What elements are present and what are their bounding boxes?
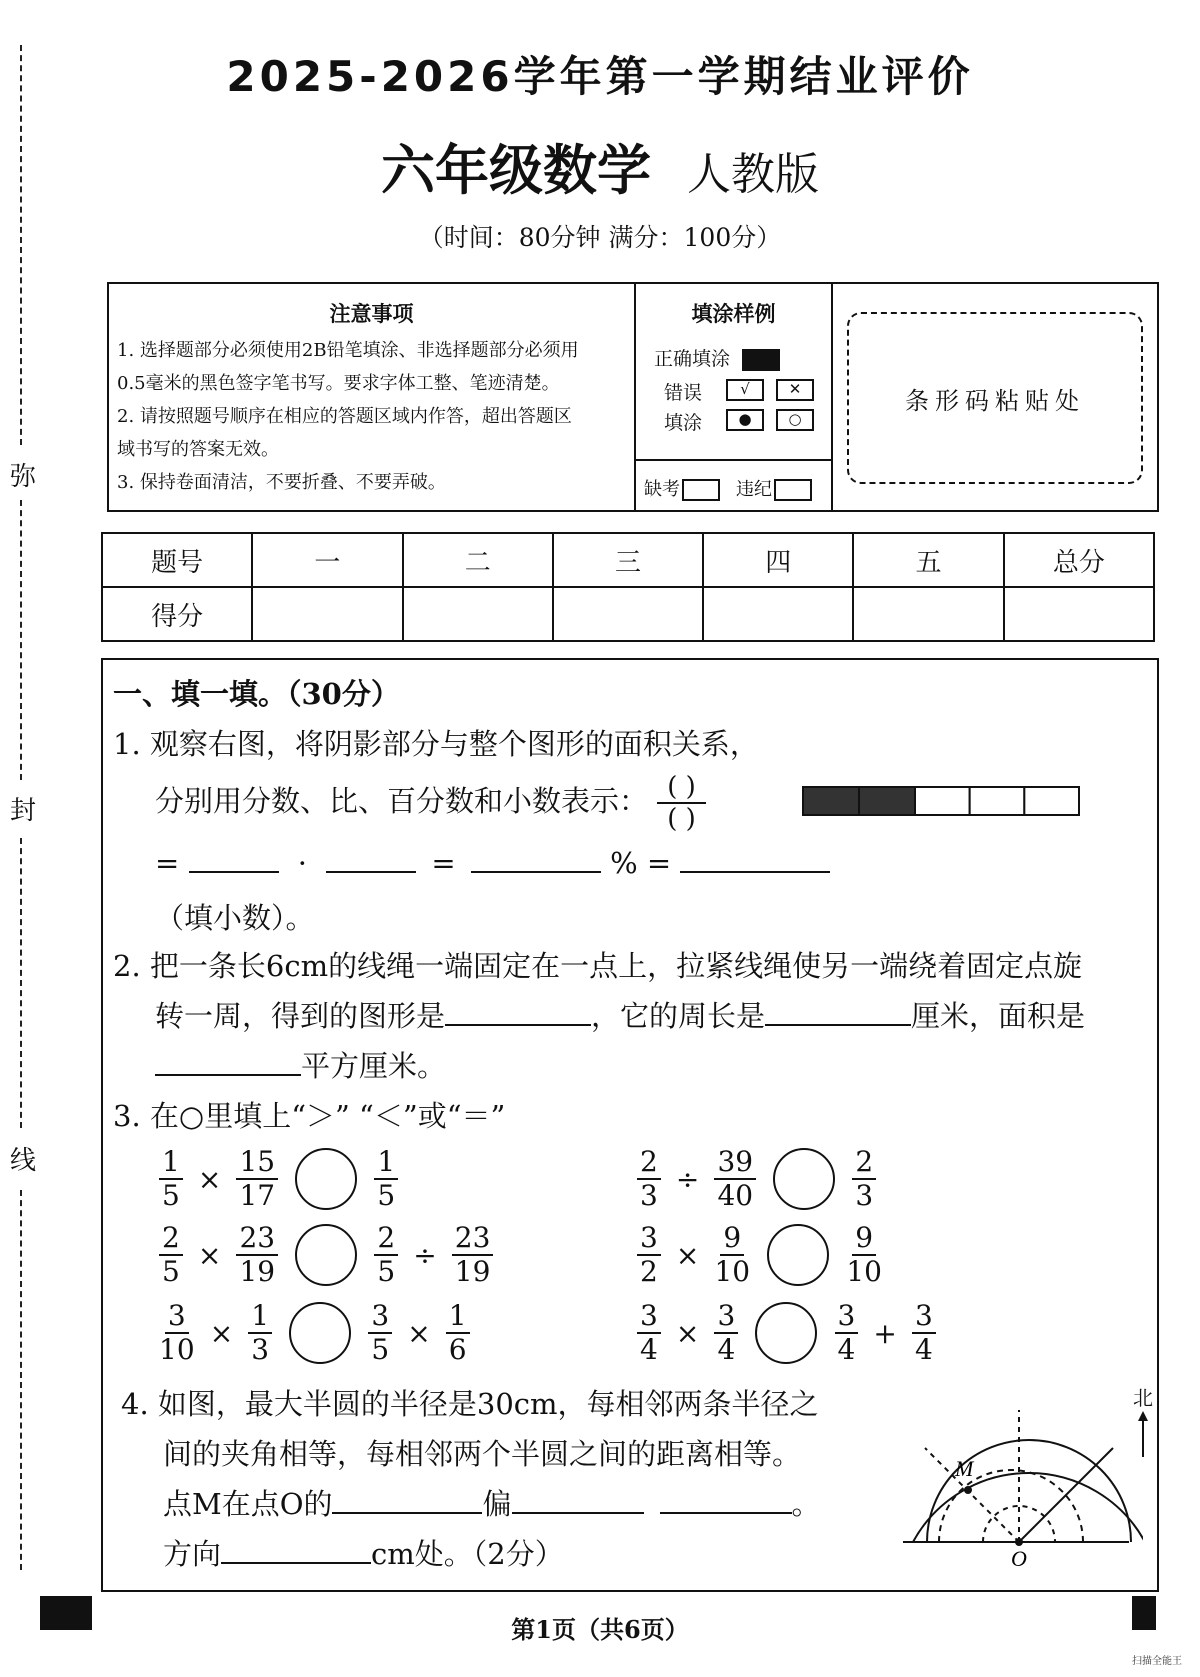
numerator: 3: [165, 1300, 189, 1334]
q2-blank-area[interactable]: [155, 1074, 301, 1076]
violation-box[interactable]: [774, 479, 812, 501]
north-indicator: [1131, 1382, 1155, 1461]
q1-line2: [155, 772, 706, 834]
fraction: [159, 1300, 195, 1366]
denominator: 19: [239, 1255, 276, 1288]
wrong-fill-label-1: 错误: [664, 382, 703, 404]
denominator: 4: [717, 1333, 736, 1366]
score-header-cell: 一: [252, 533, 402, 587]
bar-cell-shaded: [803, 787, 859, 815]
area-bar-figure: [801, 785, 1081, 817]
q3-expr-6: [633, 1300, 940, 1366]
score-header-cell: 题号: [102, 533, 252, 587]
fraction: [637, 1146, 661, 1212]
bar-cell: [970, 787, 1025, 815]
q1-line4: （填小数）。: [155, 901, 315, 935]
circle-mark-icon: ○: [776, 409, 814, 431]
barcode-area: [833, 284, 1157, 510]
score-cell[interactable]: [553, 587, 703, 641]
q2-line3: [155, 1044, 446, 1085]
fraction: [846, 1222, 882, 1288]
score-table: [101, 532, 1155, 642]
plus-sign: +: [873, 1316, 897, 1350]
denominator: 5: [377, 1255, 396, 1288]
score-cell[interactable]: [1004, 587, 1154, 641]
fraction: [912, 1300, 936, 1366]
semicircle-figure: [893, 1382, 1143, 1572]
q4-text-e: cm处。（2分）: [371, 1537, 564, 1571]
point-o: [1015, 1538, 1023, 1546]
north-label: 北: [1133, 1386, 1153, 1410]
numerator: 1: [248, 1300, 272, 1334]
denominator: 5: [162, 1179, 180, 1212]
q2-line2: [155, 994, 1085, 1035]
binding-char-feng: 封: [10, 796, 37, 826]
q1-blank-decimal[interactable]: [680, 871, 830, 873]
compare-circle[interactable]: [755, 1302, 817, 1364]
wrong-fill-label-2: 填涂: [664, 412, 703, 434]
absent-violation-row: [636, 459, 831, 512]
fraction: [637, 1300, 661, 1366]
score-header-cell: 四: [703, 533, 853, 587]
numerator: 2: [637, 1146, 661, 1180]
denominator: 3: [251, 1333, 270, 1366]
bar-cell-shaded: [859, 787, 915, 815]
numerator: 23: [452, 1222, 494, 1256]
numerator: 3: [714, 1300, 738, 1334]
fraction: [852, 1146, 876, 1212]
q2-text-b: ，它的周长是: [591, 999, 766, 1033]
binding-line: [20, 1190, 22, 1570]
score-row-label: 得分: [102, 587, 252, 641]
barcode-placeholder: 条形码粘贴处: [847, 312, 1143, 484]
q4-blank-direction-1[interactable]: [332, 1512, 482, 1514]
q1-line1: 1. 观察右图，将阴影部分与整个图形的面积关系，: [113, 727, 759, 761]
denominator: 3: [855, 1179, 874, 1212]
cross-mark-icon: ✕: [776, 379, 814, 401]
score-header-cell: 五: [853, 533, 1003, 587]
numerator: 1: [446, 1300, 470, 1334]
score-table-header-row: [102, 533, 1154, 587]
fraction: [368, 1300, 392, 1366]
notice-rule: 2. 请按照题号顺序在相应的答题区域内作答，超出答题区: [117, 406, 572, 427]
point-m: [964, 1486, 972, 1494]
numerator: 39: [714, 1146, 756, 1180]
times-sign: ×: [209, 1316, 234, 1350]
radius-northeast: [1019, 1448, 1113, 1542]
q4-blank-angle[interactable]: [660, 1512, 792, 1514]
numerator: 3: [835, 1300, 859, 1334]
compare-circle[interactable]: [773, 1148, 835, 1210]
binding-char-mi: 弥: [10, 462, 37, 492]
fraction: [835, 1300, 859, 1366]
numerator: 3: [637, 1222, 661, 1256]
notice-rule: 0.5毫米的黑色签字笔书写。要求字体工整、笔迹清楚。: [117, 373, 560, 394]
q3-expr-3: [155, 1222, 497, 1288]
numerator: 15: [236, 1146, 278, 1180]
label-m: M: [955, 1456, 974, 1481]
label-o: O: [1011, 1546, 1027, 1571]
wrong-marks-row-1: [720, 378, 814, 401]
denominator: 4: [837, 1333, 856, 1366]
denominator: 3: [640, 1179, 658, 1212]
fraction: [714, 1300, 738, 1366]
numerator: 1: [159, 1146, 183, 1180]
north-arrow-icon: [1136, 1411, 1150, 1457]
binding-char-xian: 线: [10, 1146, 37, 1176]
q3-expr-2: [633, 1146, 880, 1212]
absent-box[interactable]: [682, 479, 720, 501]
numerator: 2: [159, 1222, 183, 1256]
q3-line1: 3. 在○里填上“＞” “＜”或“＝”: [113, 1099, 506, 1133]
numerator: 3: [637, 1300, 661, 1334]
notice-box: [107, 282, 1159, 512]
correct-fill-mark: [742, 349, 780, 371]
denominator: 10: [159, 1333, 195, 1366]
compare-circle[interactable]: [295, 1224, 357, 1286]
q1-line2-text: 分别用分数、比、百分数和小数表示：: [155, 784, 649, 818]
fill-example: [636, 284, 833, 510]
wrong-marks-row-2: [720, 408, 814, 431]
q4-text-a: 点M在点O的: [163, 1487, 333, 1521]
score-cell[interactable]: [403, 587, 553, 641]
numerator: 2: [374, 1222, 398, 1256]
numerator: 9: [852, 1222, 876, 1256]
times-sign: ×: [197, 1162, 222, 1196]
q1-denominator-blank: ( ): [667, 804, 696, 834]
compare-circle[interactable]: [295, 1148, 357, 1210]
exam-info: （时间：80分钟 满分：100分）: [418, 223, 782, 252]
q4-line1: 4. 如图，最大半圆的半径是30cm，每相邻两条半径之: [121, 1387, 819, 1421]
notice-rules: [109, 284, 636, 510]
q2-line1: 2. 把一条长6cm的线绳一端固定在一点上，拉紧线绳使另一端绕着固定点旋: [113, 949, 1083, 983]
check-mark-icon: √: [726, 379, 764, 401]
notice-rule: 3. 保持卷面清洁，不要折叠、不要弄破。: [117, 472, 446, 493]
q2-text-d: 平方厘米。: [301, 1049, 447, 1083]
denominator: 5: [162, 1255, 180, 1288]
denominator: 17: [239, 1179, 276, 1212]
score-table-score-row: [102, 587, 1154, 641]
q4-line4: [163, 1532, 564, 1573]
times-sign: ×: [675, 1316, 700, 1350]
numerator: 3: [368, 1300, 392, 1334]
q2-blank-perimeter[interactable]: [765, 1024, 911, 1026]
q1-blank-fraction[interactable]: [189, 871, 279, 873]
denominator: 19: [454, 1255, 491, 1288]
fraction: [714, 1146, 756, 1212]
edition: 人教版: [687, 149, 819, 200]
q4-blank-direction-2[interactable]: [512, 1512, 644, 1514]
fraction: [236, 1222, 278, 1288]
q3-expr-5: [155, 1300, 474, 1366]
score-cell[interactable]: [703, 587, 853, 641]
correct-fill-label: 正确填涂: [654, 348, 731, 370]
q3-expr-4: [633, 1222, 886, 1288]
fraction: [236, 1146, 278, 1212]
subject-title: [0, 128, 1200, 205]
compare-circle[interactable]: [767, 1224, 829, 1286]
notice-title: 注意事项: [329, 301, 414, 326]
score-cell[interactable]: [252, 587, 402, 641]
dot-mark-icon: ●: [726, 409, 764, 431]
score-header-cell: 三: [553, 533, 703, 587]
q4-text-d: 方向: [163, 1537, 222, 1571]
denominator: 10: [846, 1255, 882, 1288]
q1-dot: ·: [297, 846, 307, 880]
notice-rule: 1. 选择题部分必须使用2B铅笔填涂、非选择题部分必须用: [117, 340, 579, 361]
divide-sign: ÷: [675, 1162, 700, 1196]
denominator: 5: [371, 1333, 390, 1366]
q1-line3: [155, 846, 830, 880]
binding-line: [20, 500, 22, 780]
denominator: 10: [714, 1255, 751, 1288]
binding-line: [20, 838, 22, 1128]
q4-text-b: 偏: [482, 1487, 512, 1521]
q1-eq1: =: [155, 846, 180, 880]
times-sign: ×: [675, 1238, 700, 1272]
fraction: [248, 1300, 272, 1366]
q1-eq2: =: [431, 846, 456, 880]
bar-cell: [915, 787, 970, 815]
correct-fill-row: [654, 344, 780, 371]
q2-blank-shape[interactable]: [445, 1024, 591, 1026]
q1-blank-ratio[interactable]: [326, 871, 416, 873]
q1-percent-sign: % =: [610, 846, 672, 880]
q3-expr-1: [155, 1146, 402, 1212]
q4-line3: [163, 1482, 821, 1523]
divide-sign: ÷: [413, 1238, 437, 1272]
times-sign: ×: [197, 1238, 222, 1272]
page-number: 第1页（共6页）: [511, 1615, 689, 1644]
section-1: [101, 658, 1159, 1592]
fraction: [452, 1222, 494, 1288]
denominator: 4: [640, 1333, 658, 1366]
bar-cell: [1024, 787, 1079, 815]
denominator: 6: [448, 1333, 467, 1366]
q2-text-c: 厘米，面积是: [911, 999, 1086, 1033]
q4-blank-distance[interactable]: [221, 1562, 371, 1564]
denominator: 40: [717, 1179, 754, 1212]
violation-label: 违纪: [736, 479, 772, 500]
q4-line2: 间的夹角相等，每相邻两个半圆之间的距离相等。: [163, 1437, 802, 1471]
fill-example-title: 填涂样例: [691, 301, 776, 326]
score-header-cell: 总分: [1004, 533, 1154, 587]
times-sign: ×: [407, 1316, 431, 1350]
numerator: 3: [912, 1300, 936, 1334]
denominator: 4: [914, 1333, 933, 1366]
fraction: [159, 1146, 183, 1212]
numerator: 9: [720, 1222, 744, 1256]
fraction: [374, 1146, 398, 1212]
numerator: 23: [236, 1222, 278, 1256]
section-heading: 一、填一填。（30分）: [113, 677, 400, 711]
fraction: [374, 1222, 398, 1288]
q2-text-a: 转一周，得到的图形是: [155, 999, 446, 1033]
q1-blank-percent[interactable]: [471, 871, 601, 873]
score-header-cell: 二: [403, 533, 553, 587]
notice-rule: 域书写的答案无效。: [117, 439, 279, 460]
fraction: [159, 1222, 183, 1288]
fraction: [714, 1222, 750, 1288]
numerator: 1: [374, 1146, 398, 1180]
compare-circle[interactable]: [289, 1302, 351, 1364]
score-cell[interactable]: [853, 587, 1003, 641]
exam-title: 2025-2026学年第一学期结业评价: [226, 52, 974, 101]
fraction: [446, 1300, 470, 1366]
q1-fraction-blank[interactable]: [657, 772, 706, 834]
denominator: 5: [377, 1179, 396, 1212]
numerator: 2: [852, 1146, 876, 1180]
absent-label: 缺考: [644, 479, 680, 500]
denominator: 2: [640, 1255, 658, 1288]
scan-app-watermark: 扫描全能王: [1132, 1656, 1182, 1667]
q4-text-c: 。: [791, 1487, 821, 1521]
q1-numerator-blank: ( ): [657, 772, 706, 804]
fraction: [637, 1222, 661, 1288]
subject-name: 六年级数学: [381, 138, 651, 202]
